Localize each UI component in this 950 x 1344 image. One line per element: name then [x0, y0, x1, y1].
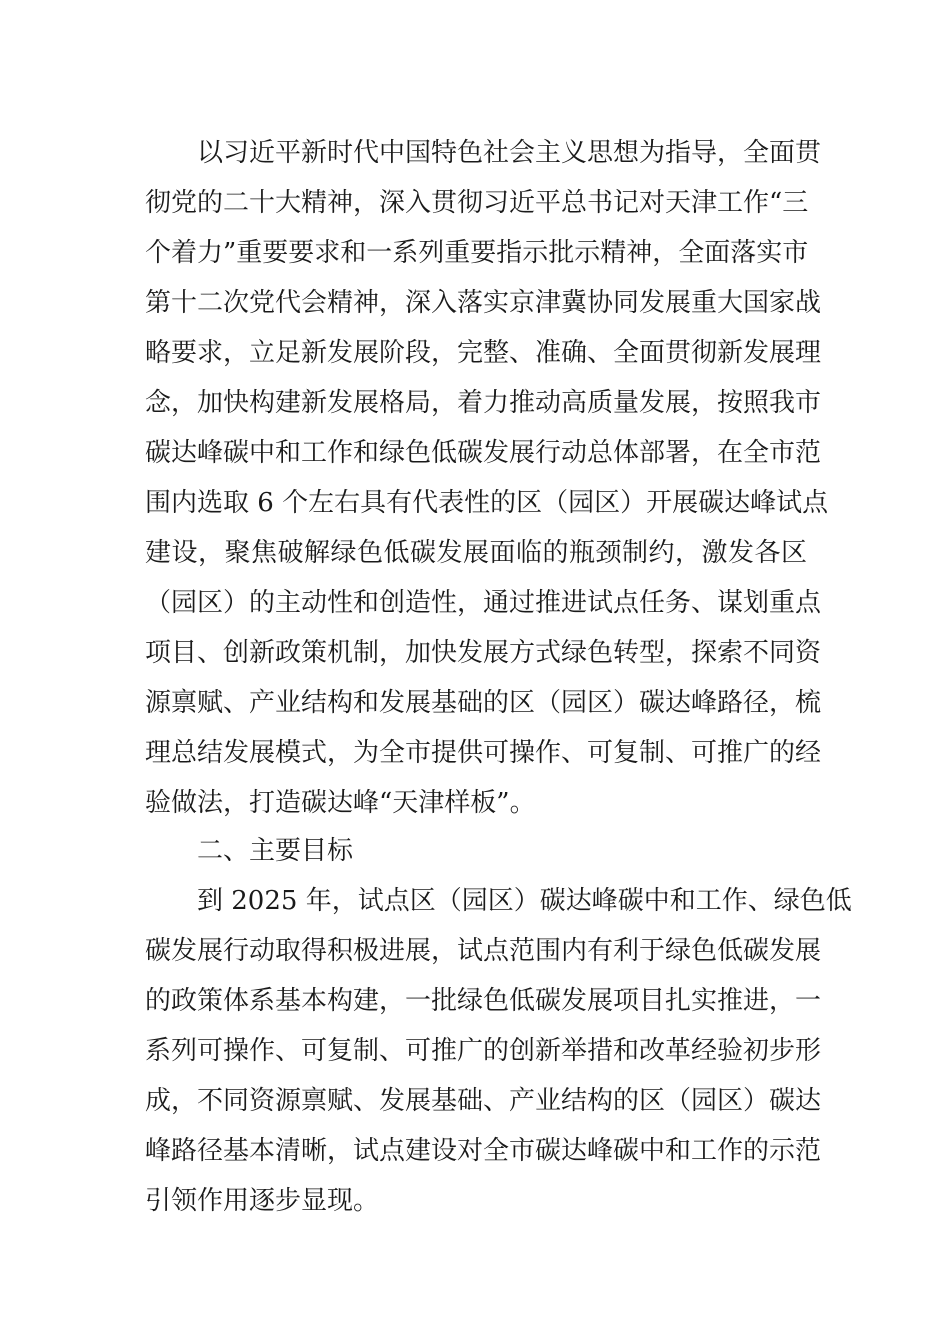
- paragraph-line: 到 2025 年，试点区（园区）碳达峰碳中和工作、绿色低: [197, 886, 852, 916]
- paragraph-line: 成，不同资源禀赋、发展基础、产业结构的区（园区）碳达: [145, 1086, 822, 1116]
- section-heading: 二、主要目标: [197, 836, 354, 866]
- paragraph-line: 围内选取 6 个左右具有代表性的区（园区）开展碳达峰试点: [145, 488, 829, 518]
- paragraph-line: 验做法，打造碳达峰“天津样板”。: [145, 788, 536, 818]
- paragraph-line: 碳达峰碳中和工作和绿色低碳发展行动总体部署，在全市范: [145, 438, 822, 468]
- guiding-ideology-paragraph: [145, 128, 829, 828]
- paragraph-line: 理总结发展模式，为全市提供可操作、可复制、可推广的经: [145, 738, 822, 768]
- main-goals-paragraph: [145, 876, 852, 1226]
- paragraph-line: 建设，聚焦破解绿色低碳发展面临的瓶颈制约，激发各区: [145, 538, 807, 568]
- paragraph-line: 以习近平新时代中国特色社会主义思想为指导，全面贯: [197, 138, 822, 168]
- paragraph-line: 峰路径基本清晰，试点建设对全市碳达峰碳中和工作的示范: [145, 1136, 822, 1166]
- paragraph-line: 个着力”重要要求和一系列重要指示批示精神，全面落实市: [145, 238, 809, 268]
- paragraph-line: 引领作用逐步显现。: [145, 1186, 380, 1216]
- paragraph-line: 略要求，立足新发展阶段，完整、准确、全面贯彻新发展理: [145, 338, 822, 368]
- paragraph-line: 的政策体系基本构建，一批绿色低碳发展项目扎实推进，一: [145, 986, 822, 1016]
- paragraph-line: （园区）的主动性和创造性，通过推进试点任务、谋划重点: [145, 588, 822, 618]
- paragraph-line: 碳发展行动取得积极进展，试点范围内有利于绿色低碳发展: [145, 936, 822, 966]
- paragraph-line: 念，加快构建新发展格局，着力推动高质量发展，按照我市: [145, 388, 822, 418]
- paragraph-line: 彻党的二十大精神，深入贯彻习近平总书记对天津工作“三: [145, 188, 809, 218]
- paragraph-line: 源禀赋、产业结构和发展基础的区（园区）碳达峰路径，梳: [145, 688, 822, 718]
- section-heading-block: [145, 826, 807, 876]
- paragraph-line: 第十二次党代会精神，深入落实京津冀协同发展重大国家战: [145, 288, 822, 318]
- paragraph-line: 项目、创新政策机制，加快发展方式绿色转型，探索不同资: [145, 638, 822, 668]
- paragraph-line: 系列可操作、可复制、可推广的创新举措和改革经验初步形: [145, 1036, 822, 1066]
